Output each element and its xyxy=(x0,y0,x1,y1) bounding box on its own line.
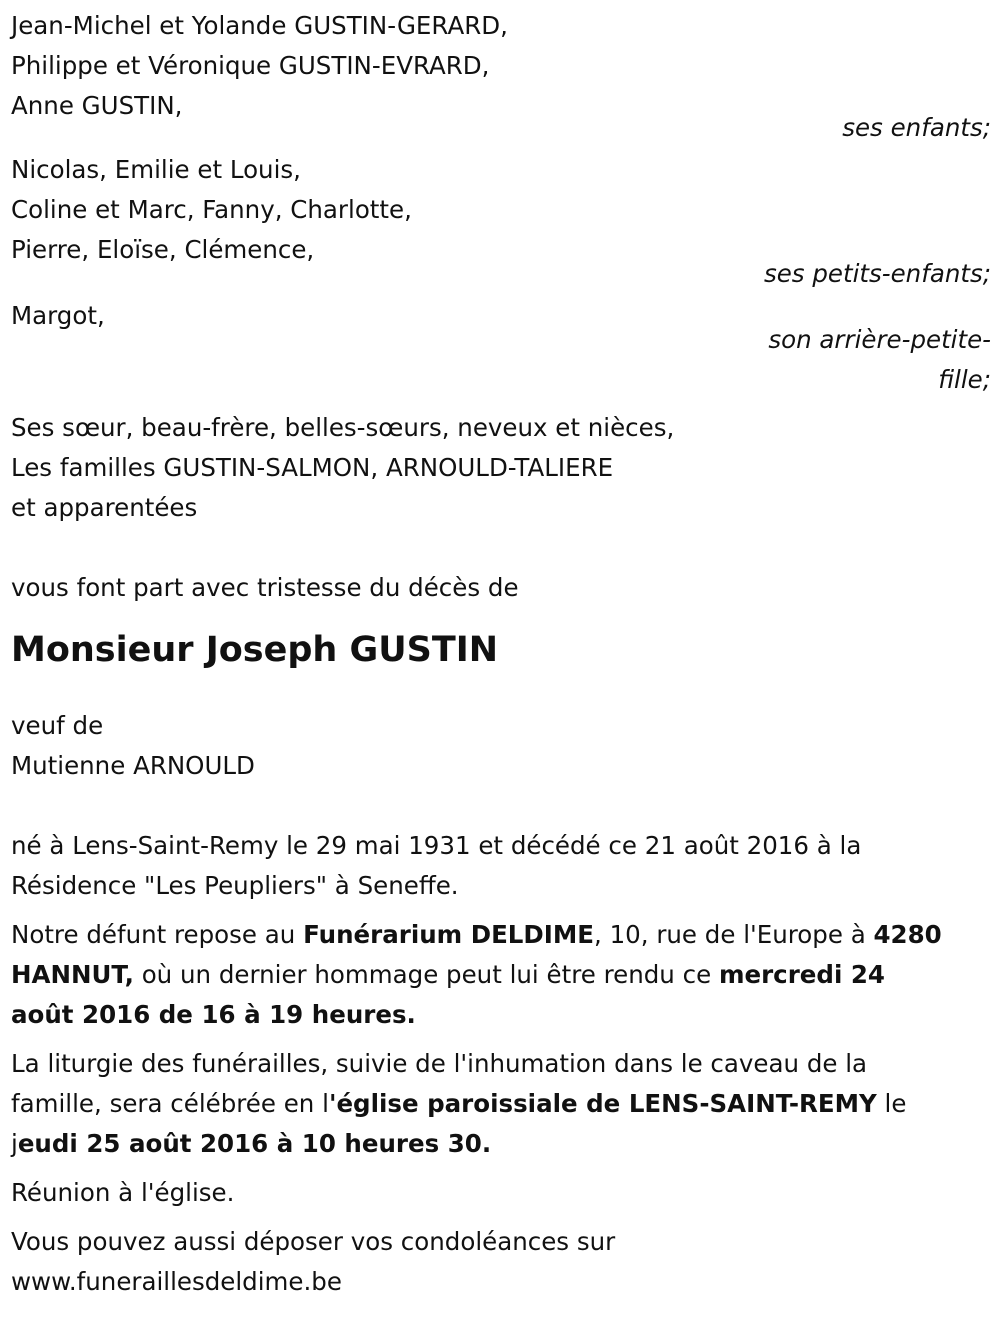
condolences-link[interactable]: www.funeraillesdeldime.be xyxy=(11,1267,342,1296)
text: j xyxy=(11,1129,18,1158)
family-line: Margot, xyxy=(11,301,105,330)
relation-label: son arrière-petite- xyxy=(768,325,991,354)
deceased-name: Monsieur Joseph GUSTIN xyxy=(11,630,499,670)
family-line: Philippe et Véronique GUSTIN-EVRARD, xyxy=(11,51,490,80)
liturgy-paragraph xyxy=(11,1044,991,1164)
paragraph-line xyxy=(11,995,991,1035)
children-section xyxy=(11,6,991,148)
great-grandchildren-section xyxy=(11,296,991,400)
funerarium-name: Funérarium DELDIME xyxy=(303,920,594,949)
relation-label: fille; xyxy=(938,365,991,394)
text: famille, sera célébrée en l xyxy=(11,1089,329,1118)
visitation-date: mercredi 24 xyxy=(718,960,885,989)
obituary-notice xyxy=(11,6,991,1302)
widower-label: veuf de xyxy=(11,711,104,740)
church-name: 'église paroissiale de LENS-SAINT-REMY xyxy=(328,1089,877,1118)
spouse-name: Mutienne ARNOULD xyxy=(11,751,255,780)
postal-code: 4280 xyxy=(873,920,942,949)
family-line: et apparentées xyxy=(11,493,198,522)
funerarium-paragraph xyxy=(11,915,991,1035)
paragraph-line xyxy=(11,915,991,955)
family-line: Jean-Michel et Yolande GUSTIN-GERARD, xyxy=(11,11,508,40)
paragraph-line xyxy=(11,955,991,995)
paragraph-line: La liturgie des funérailles, suivie de l'inhumation dans le caveau de la xyxy=(11,1049,868,1078)
birth-death-line: né à Lens-Saint-Remy le 29 mai 1931 et décédé ce 21 août 2016 à la xyxy=(11,831,862,860)
visitation-time: août 2016 de 16 à 19 heures. xyxy=(11,1000,416,1029)
funeral-date: eudi 25 août 2016 à 10 heures 30. xyxy=(17,1129,492,1158)
text: où un dernier hommage peut lui être rendu ce xyxy=(133,960,719,989)
text: , 10, rue de l'Europe à xyxy=(594,920,874,949)
text: le xyxy=(876,1089,907,1118)
grandchildren-section xyxy=(11,150,991,294)
announcement-text: vous font part avec tristesse du décès de xyxy=(11,573,519,602)
widower-section xyxy=(11,706,991,786)
birth-death-line: Résidence "Les Peupliers" à Seneffe. xyxy=(11,871,459,900)
family-line: Ses sœur, beau-frère, belles-sœurs, neveux et nièces, xyxy=(11,413,675,442)
relation-label: ses enfants; xyxy=(842,113,991,142)
paragraph-line xyxy=(11,1084,991,1124)
relation-label: ses petits-enfants; xyxy=(763,259,991,288)
family-line: Nicolas, Emilie et Louis, xyxy=(11,155,301,184)
extended-family-section xyxy=(11,408,991,528)
reunion-text: Réunion à l'église. xyxy=(11,1178,235,1207)
text: Notre défunt repose au xyxy=(11,920,304,949)
birth-death-section xyxy=(11,826,991,906)
family-line: Coline et Marc, Fanny, Charlotte, xyxy=(11,195,412,224)
condolences-text: Vous pouvez aussi déposer vos condoléances sur xyxy=(11,1227,616,1256)
paragraph-line xyxy=(11,1124,991,1164)
family-line: Les familles GUSTIN-SALMON, ARNOULD-TALIERE xyxy=(11,453,614,482)
family-line: Anne GUSTIN, xyxy=(11,91,183,120)
family-line: Pierre, Eloïse, Clémence, xyxy=(11,235,315,264)
city: HANNUT, xyxy=(11,960,134,989)
condolences-section xyxy=(11,1222,991,1302)
